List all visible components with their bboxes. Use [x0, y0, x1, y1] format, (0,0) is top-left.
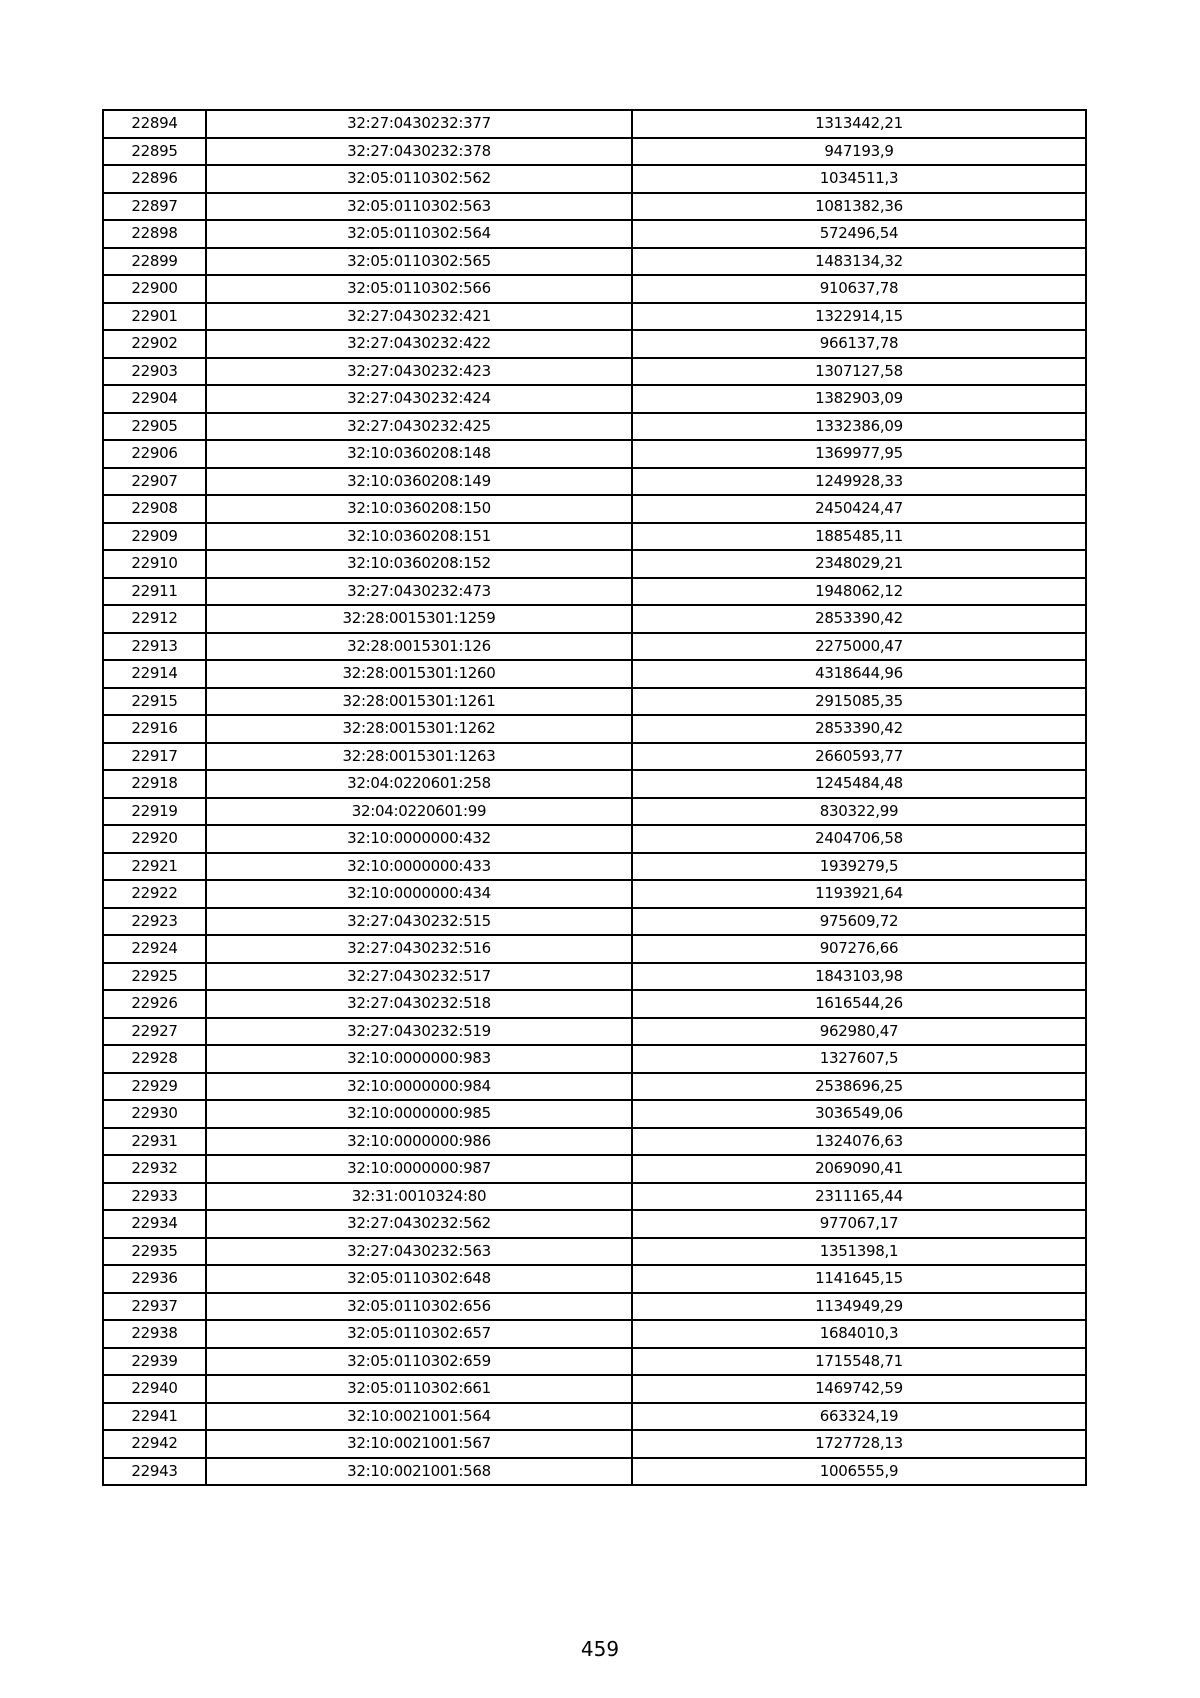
row-number-cell: 22940 — [103, 1375, 206, 1403]
table-row — [103, 880, 1086, 908]
value-cell: 2853390,42 — [632, 605, 1086, 633]
value-cell: 1141645,15 — [632, 1265, 1086, 1293]
row-number-cell: 22927 — [103, 1018, 206, 1046]
row-number-cell: 22934 — [103, 1210, 206, 1238]
table-row — [103, 385, 1086, 413]
value-cell: 2450424,47 — [632, 495, 1086, 523]
cadastral-number-cell: 32:10:0000000:986 — [206, 1128, 632, 1156]
value-cell: 1727728,13 — [632, 1430, 1086, 1458]
value-cell: 1193921,64 — [632, 880, 1086, 908]
cadastral-number-cell: 32:27:0430232:517 — [206, 963, 632, 991]
row-number-cell: 22908 — [103, 495, 206, 523]
cadastral-number-cell: 32:27:0430232:515 — [206, 908, 632, 936]
row-number-cell: 22929 — [103, 1073, 206, 1101]
row-number-cell: 22939 — [103, 1348, 206, 1376]
row-number-cell: 22898 — [103, 220, 206, 248]
value-cell: 975609,72 — [632, 908, 1086, 936]
page-number: 459 — [580, 1637, 620, 1661]
row-number-cell: 22938 — [103, 1320, 206, 1348]
row-number-cell: 22902 — [103, 330, 206, 358]
row-number-cell: 22933 — [103, 1183, 206, 1211]
table-row — [103, 1073, 1086, 1101]
row-number-cell: 22905 — [103, 413, 206, 441]
table-row — [103, 578, 1086, 606]
cadastral-number-cell: 32:10:0360208:150 — [206, 495, 632, 523]
value-cell: 2275000,47 — [632, 633, 1086, 661]
table-row — [103, 248, 1086, 276]
cadastral-number-cell: 32:05:0110302:564 — [206, 220, 632, 248]
value-cell: 907276,66 — [632, 935, 1086, 963]
value-cell: 1249928,33 — [632, 468, 1086, 496]
row-number-cell: 22941 — [103, 1403, 206, 1431]
table-row — [103, 1293, 1086, 1321]
cadastral-number-cell: 32:10:0000000:432 — [206, 825, 632, 853]
row-number-cell: 22911 — [103, 578, 206, 606]
row-number-cell: 22943 — [103, 1458, 206, 1486]
row-number-cell: 22922 — [103, 880, 206, 908]
table-row — [103, 330, 1086, 358]
row-number-cell: 22924 — [103, 935, 206, 963]
row-number-cell: 22935 — [103, 1238, 206, 1266]
row-number-cell: 22931 — [103, 1128, 206, 1156]
value-cell: 2404706,58 — [632, 825, 1086, 853]
table-row — [103, 1320, 1086, 1348]
table-row — [103, 138, 1086, 166]
cadastral-number-cell: 32:27:0430232:473 — [206, 578, 632, 606]
table-row — [103, 1155, 1086, 1183]
cadastral-number-cell: 32:27:0430232:421 — [206, 303, 632, 331]
value-cell: 1327607,5 — [632, 1045, 1086, 1073]
row-number-cell: 22910 — [103, 550, 206, 578]
row-number-cell: 22932 — [103, 1155, 206, 1183]
cadastral-number-cell: 32:28:0015301:1261 — [206, 688, 632, 716]
table-row — [103, 935, 1086, 963]
table-row — [103, 110, 1086, 138]
value-cell: 2348029,21 — [632, 550, 1086, 578]
cadastral-number-cell: 32:10:0360208:152 — [206, 550, 632, 578]
cadastral-number-cell: 32:27:0430232:519 — [206, 1018, 632, 1046]
value-cell: 1382903,09 — [632, 385, 1086, 413]
row-number-cell: 22900 — [103, 275, 206, 303]
table-row — [103, 495, 1086, 523]
row-number-cell: 22909 — [103, 523, 206, 551]
value-cell: 2853390,42 — [632, 715, 1086, 743]
cadastral-number-cell: 32:28:0015301:1262 — [206, 715, 632, 743]
data-table — [102, 109, 1087, 1486]
cadastral-number-cell: 32:27:0430232:563 — [206, 1238, 632, 1266]
table-row — [103, 1045, 1086, 1073]
cadastral-number-cell: 32:28:0015301:126 — [206, 633, 632, 661]
cadastral-number-cell: 32:27:0430232:562 — [206, 1210, 632, 1238]
row-number-cell: 22913 — [103, 633, 206, 661]
row-number-cell: 22917 — [103, 743, 206, 771]
table-row — [103, 963, 1086, 991]
value-cell: 1469742,59 — [632, 1375, 1086, 1403]
value-cell: 2069090,41 — [632, 1155, 1086, 1183]
table-row — [103, 165, 1086, 193]
cadastral-number-cell: 32:05:0110302:656 — [206, 1293, 632, 1321]
cadastral-number-cell: 32:05:0110302:565 — [206, 248, 632, 276]
value-cell: 2538696,25 — [632, 1073, 1086, 1101]
value-cell: 1324076,63 — [632, 1128, 1086, 1156]
row-number-cell: 22942 — [103, 1430, 206, 1458]
table-row — [103, 743, 1086, 771]
row-number-cell: 22895 — [103, 138, 206, 166]
table-row — [103, 688, 1086, 716]
value-cell: 4318644,96 — [632, 660, 1086, 688]
value-cell: 966137,78 — [632, 330, 1086, 358]
table-row — [103, 853, 1086, 881]
cadastral-number-cell: 32:27:0430232:377 — [206, 110, 632, 138]
table-row — [103, 1183, 1086, 1211]
value-cell: 947193,9 — [632, 138, 1086, 166]
value-cell: 1313442,21 — [632, 110, 1086, 138]
table-row — [103, 550, 1086, 578]
value-cell: 1034511,3 — [632, 165, 1086, 193]
row-number-cell: 22896 — [103, 165, 206, 193]
value-cell: 3036549,06 — [632, 1100, 1086, 1128]
row-number-cell: 22914 — [103, 660, 206, 688]
value-cell: 1939279,5 — [632, 853, 1086, 881]
data-table-body — [103, 110, 1086, 1485]
row-number-cell: 22912 — [103, 605, 206, 633]
table-row — [103, 770, 1086, 798]
row-number-cell: 22907 — [103, 468, 206, 496]
cadastral-number-cell: 32:05:0110302:661 — [206, 1375, 632, 1403]
cadastral-number-cell: 32:27:0430232:425 — [206, 413, 632, 441]
cadastral-number-cell: 32:10:0000000:985 — [206, 1100, 632, 1128]
value-cell: 1483134,32 — [632, 248, 1086, 276]
value-cell: 1948062,12 — [632, 578, 1086, 606]
table-row — [103, 193, 1086, 221]
cadastral-number-cell: 32:10:0000000:433 — [206, 853, 632, 881]
row-number-cell: 22897 — [103, 193, 206, 221]
table-row — [103, 1375, 1086, 1403]
table-row — [103, 413, 1086, 441]
row-number-cell: 22925 — [103, 963, 206, 991]
table-row — [103, 605, 1086, 633]
cadastral-number-cell: 32:10:0021001:564 — [206, 1403, 632, 1431]
value-cell: 1616544,26 — [632, 990, 1086, 1018]
row-number-cell: 22904 — [103, 385, 206, 413]
row-number-cell: 22918 — [103, 770, 206, 798]
table-row — [103, 1403, 1086, 1431]
table-row — [103, 1430, 1086, 1458]
cadastral-number-cell: 32:10:0000000:434 — [206, 880, 632, 908]
cadastral-number-cell: 32:27:0430232:422 — [206, 330, 632, 358]
value-cell: 1006555,9 — [632, 1458, 1086, 1486]
table-row — [103, 1210, 1086, 1238]
value-cell: 1332386,09 — [632, 413, 1086, 441]
value-cell: 1684010,3 — [632, 1320, 1086, 1348]
table-row — [103, 715, 1086, 743]
value-cell: 2660593,77 — [632, 743, 1086, 771]
cadastral-number-cell: 32:10:0021001:567 — [206, 1430, 632, 1458]
row-number-cell: 22906 — [103, 440, 206, 468]
value-cell: 1885485,11 — [632, 523, 1086, 551]
value-cell: 2311165,44 — [632, 1183, 1086, 1211]
cadastral-number-cell: 32:10:0000000:983 — [206, 1045, 632, 1073]
table-row — [103, 523, 1086, 551]
table-row — [103, 358, 1086, 386]
value-cell: 2915085,35 — [632, 688, 1086, 716]
row-number-cell: 22920 — [103, 825, 206, 853]
cadastral-number-cell: 32:27:0430232:424 — [206, 385, 632, 413]
cadastral-number-cell: 32:10:0000000:987 — [206, 1155, 632, 1183]
table-row — [103, 1458, 1086, 1486]
table-row — [103, 1348, 1086, 1376]
cadastral-number-cell: 32:05:0110302:659 — [206, 1348, 632, 1376]
row-number-cell: 22928 — [103, 1045, 206, 1073]
value-cell: 1351398,1 — [632, 1238, 1086, 1266]
value-cell: 572496,54 — [632, 220, 1086, 248]
row-number-cell: 22919 — [103, 798, 206, 826]
cadastral-number-cell: 32:10:0360208:149 — [206, 468, 632, 496]
value-cell: 962980,47 — [632, 1018, 1086, 1046]
table-row — [103, 825, 1086, 853]
row-number-cell: 22901 — [103, 303, 206, 331]
row-number-cell: 22930 — [103, 1100, 206, 1128]
row-number-cell: 22894 — [103, 110, 206, 138]
table-row — [103, 1128, 1086, 1156]
value-cell: 1322914,15 — [632, 303, 1086, 331]
value-cell: 1081382,36 — [632, 193, 1086, 221]
table-row — [103, 633, 1086, 661]
value-cell: 910637,78 — [632, 275, 1086, 303]
cadastral-number-cell: 32:27:0430232:378 — [206, 138, 632, 166]
table-row — [103, 468, 1086, 496]
table-row — [103, 908, 1086, 936]
cadastral-number-cell: 32:28:0015301:1260 — [206, 660, 632, 688]
table-row — [103, 220, 1086, 248]
cadastral-number-cell: 32:05:0110302:566 — [206, 275, 632, 303]
value-cell: 830322,99 — [632, 798, 1086, 826]
row-number-cell: 22899 — [103, 248, 206, 276]
value-cell: 663324,19 — [632, 1403, 1086, 1431]
value-cell: 1134949,29 — [632, 1293, 1086, 1321]
table-row — [103, 275, 1086, 303]
row-number-cell: 22916 — [103, 715, 206, 743]
cadastral-number-cell: 32:27:0430232:516 — [206, 935, 632, 963]
cadastral-number-cell: 32:10:0360208:151 — [206, 523, 632, 551]
table-row — [103, 1265, 1086, 1293]
cadastral-number-cell: 32:31:0010324:80 — [206, 1183, 632, 1211]
cadastral-number-cell: 32:10:0021001:568 — [206, 1458, 632, 1486]
cadastral-number-cell: 32:05:0110302:648 — [206, 1265, 632, 1293]
table-row — [103, 440, 1086, 468]
cadastral-number-cell: 32:04:0220601:99 — [206, 798, 632, 826]
table-row — [103, 1238, 1086, 1266]
row-number-cell: 22903 — [103, 358, 206, 386]
cadastral-number-cell: 32:10:0360208:148 — [206, 440, 632, 468]
table-row — [103, 1100, 1086, 1128]
cadastral-number-cell: 32:28:0015301:1263 — [206, 743, 632, 771]
value-cell: 1245484,48 — [632, 770, 1086, 798]
cadastral-number-cell: 32:04:0220601:258 — [206, 770, 632, 798]
row-number-cell: 22915 — [103, 688, 206, 716]
value-cell: 1369977,95 — [632, 440, 1086, 468]
value-cell: 1307127,58 — [632, 358, 1086, 386]
row-number-cell: 22923 — [103, 908, 206, 936]
table-row — [103, 798, 1086, 826]
cadastral-number-cell: 32:27:0430232:518 — [206, 990, 632, 1018]
value-cell: 1843103,98 — [632, 963, 1086, 991]
cadastral-number-cell: 32:28:0015301:1259 — [206, 605, 632, 633]
cadastral-number-cell: 32:27:0430232:423 — [206, 358, 632, 386]
table-row — [103, 1018, 1086, 1046]
value-cell: 977067,17 — [632, 1210, 1086, 1238]
table-row — [103, 990, 1086, 1018]
cadastral-number-cell: 32:05:0110302:562 — [206, 165, 632, 193]
cadastral-number-cell: 32:05:0110302:657 — [206, 1320, 632, 1348]
table-row — [103, 303, 1086, 331]
cadastral-number-cell: 32:05:0110302:563 — [206, 193, 632, 221]
row-number-cell: 22936 — [103, 1265, 206, 1293]
cadastral-number-cell: 32:10:0000000:984 — [206, 1073, 632, 1101]
row-number-cell: 22926 — [103, 990, 206, 1018]
row-number-cell: 22937 — [103, 1293, 206, 1321]
row-number-cell: 22921 — [103, 853, 206, 881]
table-row — [103, 660, 1086, 688]
value-cell: 1715548,71 — [632, 1348, 1086, 1376]
